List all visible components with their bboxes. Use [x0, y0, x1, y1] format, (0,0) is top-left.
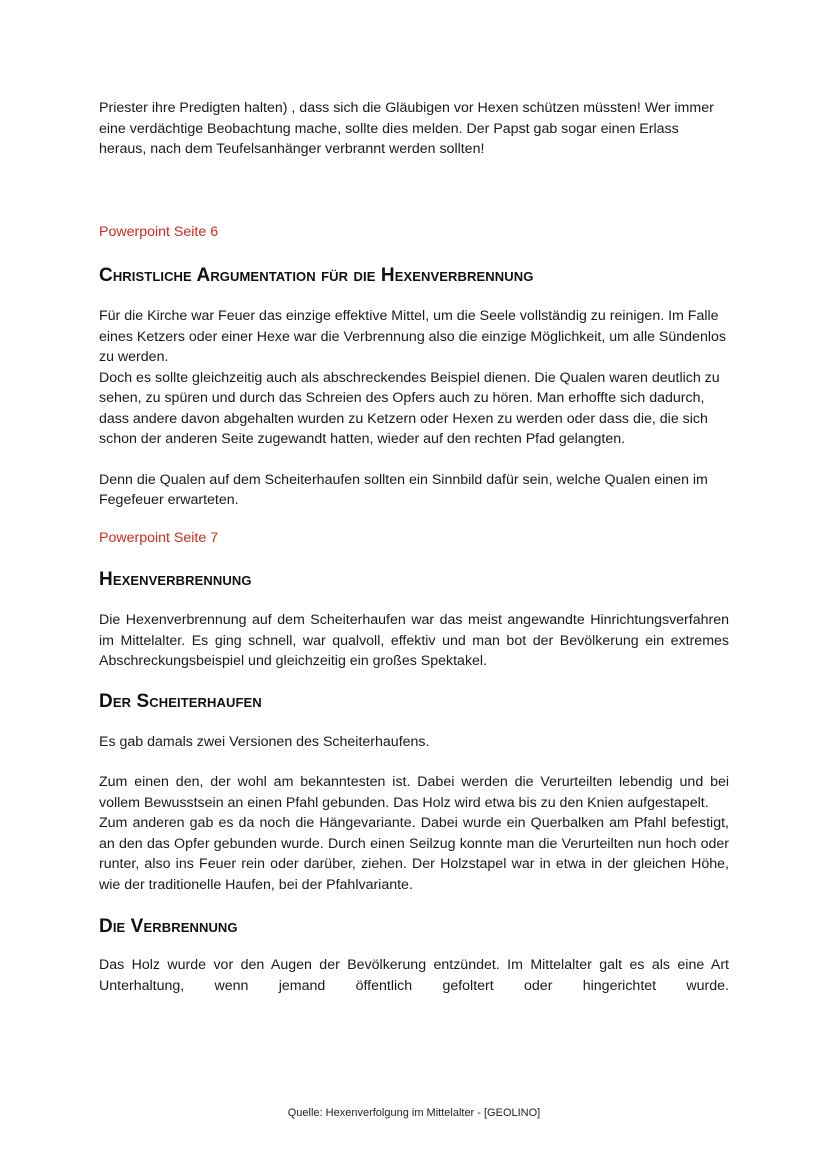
- heading-christliche-argumentation: Christliche Argumentation für die Hexenverbrennung: [99, 265, 534, 286]
- paragraph-haengevariante: Zum anderen gab es da noch die Hängevariante. Dabei wurde ein Querbalken am Pfahl befestigt, an den das Opfer gebunden wurde. Durch einen Seilzug konnte man die Verurteilten nun hoch oder runter, also ins Feuer rein oder darüber, ziehen. Der Holzstapel war in etwa in der gleichen Höhe, wie der traditionelle Haufen, bei der Pfahlvariante.: [99, 815, 729, 893]
- powerpoint-reference-7: Powerpoint Seite 7: [99, 529, 219, 546]
- footer-source: Quelle: Hexenverfolgung im Mittelalter - [GEOLINO]: [287, 1107, 541, 1119]
- heading-der-scheiterhaufen: Der Scheiterhaufen: [99, 690, 262, 712]
- paragraph-hinrichtungsverfahren: Die Hexenverbrennung auf dem Scheiterhaufen war das meist angewandte Hinrichtungsverfahren im Mittelalter. Es ging schnell, war qualvoll, effektiv und man bot der Bevölkerung ein extremes Abschreckungsbeispiel und gleichzeitig ein großes Spektakel.: [99, 612, 729, 669]
- heading-hexenverbrennung: Hexenverbrennung: [99, 569, 252, 590]
- paragraph-verbrennung-line-2: Unterhaltung, wenn jemand öffentlich gefoltert oder hingerichtet wurde.: [99, 977, 729, 994]
- document-page: [99, 98, 729, 996]
- heading-die-verbrennung: Die Verbrennung: [99, 916, 238, 937]
- powerpoint-reference-6: Powerpoint Seite 6: [99, 223, 219, 240]
- paragraph-verbrennung-line-1: Das Holz wurde vor den Augen der Bevölkerung entzündet. Im Mittelalter galt es als eine Art: [99, 957, 729, 973]
- paragraph-zwei-versionen: Es gab damals zwei Versionen des Scheiterhaufens.: [99, 733, 430, 750]
- paragraph-fegefeuer: Denn die Qualen auf dem Scheiterhaufen sollten ein Sinnbild dafür sein, welche Qualen einen im Fegefeuer erwarteten.: [99, 471, 708, 508]
- paragraph-abschreckung: Doch es sollte gleichzeitig auch als abschreckendes Beispiel dienen. Die Qualen waren deutlich zu sehen, zu spüren und durch das Schreien des Opfers auch zu hören. Man erhoffte sich dadurch, dass andere davon abgehalten wurden zu Ketzern oder Hexen zu werden oder dass die, die sich schon der anderen Seite zugewandt hatten, wieder auf den rechten Pfad gelangten.: [99, 369, 720, 447]
- paragraph-pfahlvariante: Zum einen den, der wohl am bekanntesten ist. Dabei werden die Verurteilten lebendig und bei vollem Bewusstsein an einen Pfahl gebunden. Das Holz wird etwa bis zu den Knien aufgestapelt.: [99, 774, 729, 811]
- paragraph-feuer-reinigung: Für die Kirche war Feuer das einzige effektive Mittel, um die Seele vollständig zu reinigen. Im Falle eines Ketzers oder einer Hexe war die Verbrennung also die einzige Möglichkeit, um alle Sündenlos zu werden.: [99, 308, 726, 365]
- intro-paragraph: Priester ihre Predigten halten) , dass sich die Gläubigen vor Hexen schützen müssten! Wer immer eine verdächtige Beobachtung mache, sollte dies melden. Der Papst gab sogar einen Erlass heraus, nach dem Teufelsanhänger verbrannt werden sollten!: [99, 100, 714, 157]
